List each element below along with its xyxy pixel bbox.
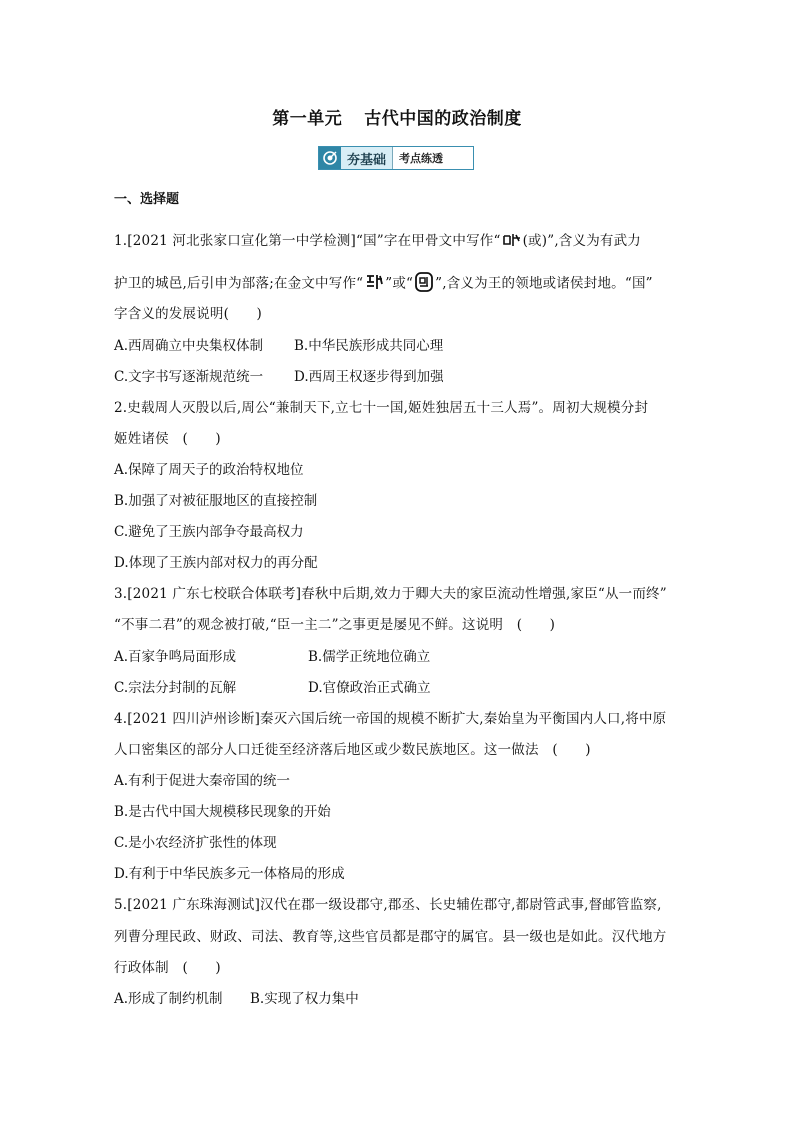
q4-option-b: B.是古代中国大规模移民现象的开始	[114, 804, 331, 820]
question-4-line-1: 4.[2021 四川泸州诊断]秦灭六国后统一帝国的规模不断扩大,秦始皇为平衡国内人口,将中原	[114, 711, 667, 727]
question-3-line-1: 3.[2021 广东七校联合体联考]春秋中后期,效力于卿大夫的家臣流动性增强,家臣“从一而终”	[114, 586, 667, 602]
q3-option-a: A.百家争鸣局面形成	[114, 649, 237, 665]
badge-main-label: 夯基础	[341, 147, 392, 169]
q2-option-b: B.加强了对被征服地区的直接控制	[114, 493, 318, 509]
title-unit: 第一单元	[272, 109, 343, 129]
q2-option-d: D.体现了王族内部对权力的再分配	[114, 555, 318, 571]
bronze-guo-glyph-1	[364, 272, 384, 296]
q3-option-c: C.宗法分封制的瓦解	[114, 680, 237, 696]
question-3-line-2: “不事二君”的观念被打破,“臣一主二”之事更是屡见不鲜。这说明 ( )	[114, 617, 556, 633]
badge-sub-label: 考点练透	[392, 147, 449, 169]
target-icon	[319, 147, 341, 169]
q5-option-a: A.形成了制约机制	[114, 991, 223, 1007]
q1-text-c: 护卫的城邑,后引申为部落;在金文中写作“	[114, 275, 364, 292]
q1-option-a: A.西周确立中央集权体制	[114, 338, 264, 354]
q4-option-d: D.有利于中华民族多元一体格局的形成	[114, 866, 345, 882]
question-4-line-2: 人口密集区的部分人口迁徙至经济落后地区或少数民族地区。这一做法 ( )	[114, 742, 591, 758]
q1-text-b: (或)”,含义为有武力	[522, 233, 642, 249]
question-1-line-3: 字含义的发展说明( )	[114, 306, 262, 322]
title-topic: 古代中国的政治制度	[364, 109, 522, 129]
bronze-guo-glyph-2	[414, 271, 434, 297]
question-1-line-2	[114, 271, 653, 297]
q5-option-b: B.实现了权力集中	[250, 991, 359, 1007]
q3-option-b: B.儒学正统地位确立	[308, 649, 431, 665]
question-5-line-3: 行政体制 ( )	[114, 960, 221, 976]
question-5-line-1: 5.[2021 广东珠海测试]汉代在郡一级设郡守,郡丞、长史辅佐郡守,都尉管武事,督邮管监察,	[114, 897, 662, 913]
question-2-line-2: 姬姓诸侯 ( )	[114, 431, 221, 447]
page-title	[0, 104, 794, 129]
q2-option-a: A.保障了周天子的政治特权地位	[114, 462, 304, 478]
q1-text-d: ”或“	[385, 275, 414, 292]
q1-text-a: 1.[2021 河北张家口宣化第一中学检测]“国”字在甲骨文中写作“	[114, 233, 501, 249]
q1-option-c: C.文字书写逐渐规范统一	[114, 369, 264, 385]
question-1-line-1	[114, 229, 641, 252]
q2-option-c: C.避免了王族内部争夺最高权力	[114, 524, 304, 540]
section-badge	[318, 146, 474, 170]
question-5-line-2: 列曹分理民政、财政、司法、教育等,这些官员都是郡守的属官。县一级也是如此。汉代地方	[114, 929, 667, 945]
oracle-bone-guo-glyph	[502, 232, 522, 252]
section-heading: 一、选择题	[114, 192, 180, 207]
q4-option-c: C.是小农经济扩张性的体现	[114, 835, 277, 851]
q1-option-b: B.中华民族形成共同心理	[294, 338, 444, 354]
q3-option-d: D.官僚政治正式确立	[308, 680, 431, 696]
q1-text-e: ”,含义为王的领地或诸侯封地。“国”	[435, 275, 653, 292]
question-2-line-1: 2.史载周人灭殷以后,周公“兼制天下,立七十一国,姬姓独居五十三人焉”。周初大规模分封	[114, 400, 649, 416]
q4-option-a: A.有利于促进大秦帝国的统一	[114, 773, 291, 789]
q1-option-d: D.西周王权逐步得到加强	[294, 369, 444, 385]
